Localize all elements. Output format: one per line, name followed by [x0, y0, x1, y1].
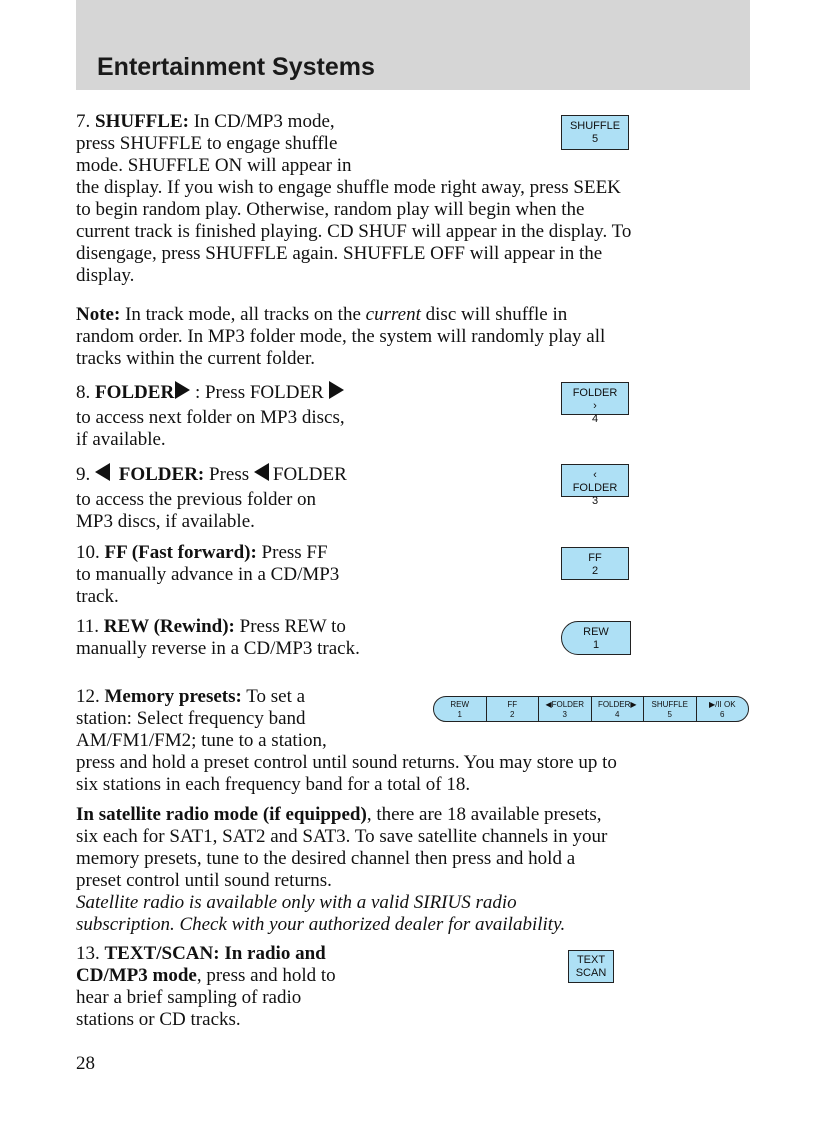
chevron-right-icon: › — [593, 400, 597, 412]
preset-button-strip — [433, 696, 749, 722]
text-scan-button[interactable]: TEXT SCAN — [568, 950, 614, 983]
chevron-left-icon: ‹ — [593, 469, 597, 481]
left-triangle-icon — [254, 463, 269, 481]
preset-6-button[interactable]: ▶/II OK 6 — [696, 697, 749, 721]
presets-item: 12. Memory presets: To set a station: Select frequency band AM/FM1/FM2; tune to a station, press and hold a preset control until sound returns. You may store up to six stations in each frequency band for a total of 18. — [76, 686, 617, 795]
right-triangle-icon — [329, 381, 344, 399]
ff-button[interactable]: FF 2 — [561, 547, 629, 580]
preset-5-button[interactable]: SHUFFLE 5 — [643, 697, 696, 721]
right-triangle-icon — [175, 381, 190, 399]
page-title: Entertainment Systems — [97, 53, 375, 81]
folder-next-button[interactable]: FOLDER › 4 — [561, 382, 629, 415]
textscan-item: 13. TEXT/SCAN: In radio and CD/MP3 mode, press and hold to hear a brief sampling of radio stations or CD tracks. — [76, 943, 336, 1030]
folder-prev-button[interactable]: ‹ FOLDER 3 — [561, 464, 629, 497]
note-paragraph: Note: In track mode, all tracks on the current disc will shuffle in random order. In MP3 folder mode, the system will randomly play all tracks within the current folder. — [76, 304, 606, 369]
page-number: 28 — [76, 1053, 95, 1074]
shuffle-button[interactable]: SHUFFLE 5 — [561, 115, 629, 150]
shuffle-term: SHUFFLE: — [95, 111, 189, 132]
folder-next-item: 8. FOLDER : Press FOLDER to access next folder on MP3 discs, if available. — [76, 382, 345, 450]
folder-prev-item: 9. FOLDER: Press FOLDER to access the previous folder on MP3 discs, if available. — [76, 464, 347, 532]
preset-2-button[interactable]: FF 2 — [486, 697, 539, 721]
left-triangle-icon — [95, 463, 110, 481]
preset-4-button[interactable]: FOLDER▶ 4 — [591, 697, 644, 721]
ff-item: 10. FF (Fast forward): Press FF to manually advance in a CD/MP3 track. — [76, 542, 340, 607]
shuffle-item: 7. SHUFFLE: In CD/MP3 mode, press SHUFFLE to engage shuffle mode. SHUFFLE ON will appear in the display. If you wish to engage shuffle mode right away, press SEEK to begin random play. Otherwise, random play will begin when the current track is finished playing. CD SHUF will appear in the display. To disengage, press SHUFFLE again. SHUFFLE OFF will appear in the display. — [76, 111, 632, 286]
rew-item: 11. REW (Rewind): Press REW to manually reverse in a CD/MP3 track. — [76, 616, 360, 659]
rew-button[interactable]: REW 1 — [561, 621, 631, 655]
preset-3-button[interactable]: ◀FOLDER 3 — [538, 697, 591, 721]
preset-1-button[interactable]: REW 1 — [450, 700, 470, 719]
satellite-paragraph: In satellite radio mode (if equipped), there are 18 available presets, six each for SAT1, SAT2 and SAT3. To save satellite channels in your memory presets, tune to the desired channel then press and hold a preset control until sound returns. Satellite radio is available only with a valid SIRIUS radio subscription. Check with your authorized dealer for availability. — [76, 804, 608, 935]
